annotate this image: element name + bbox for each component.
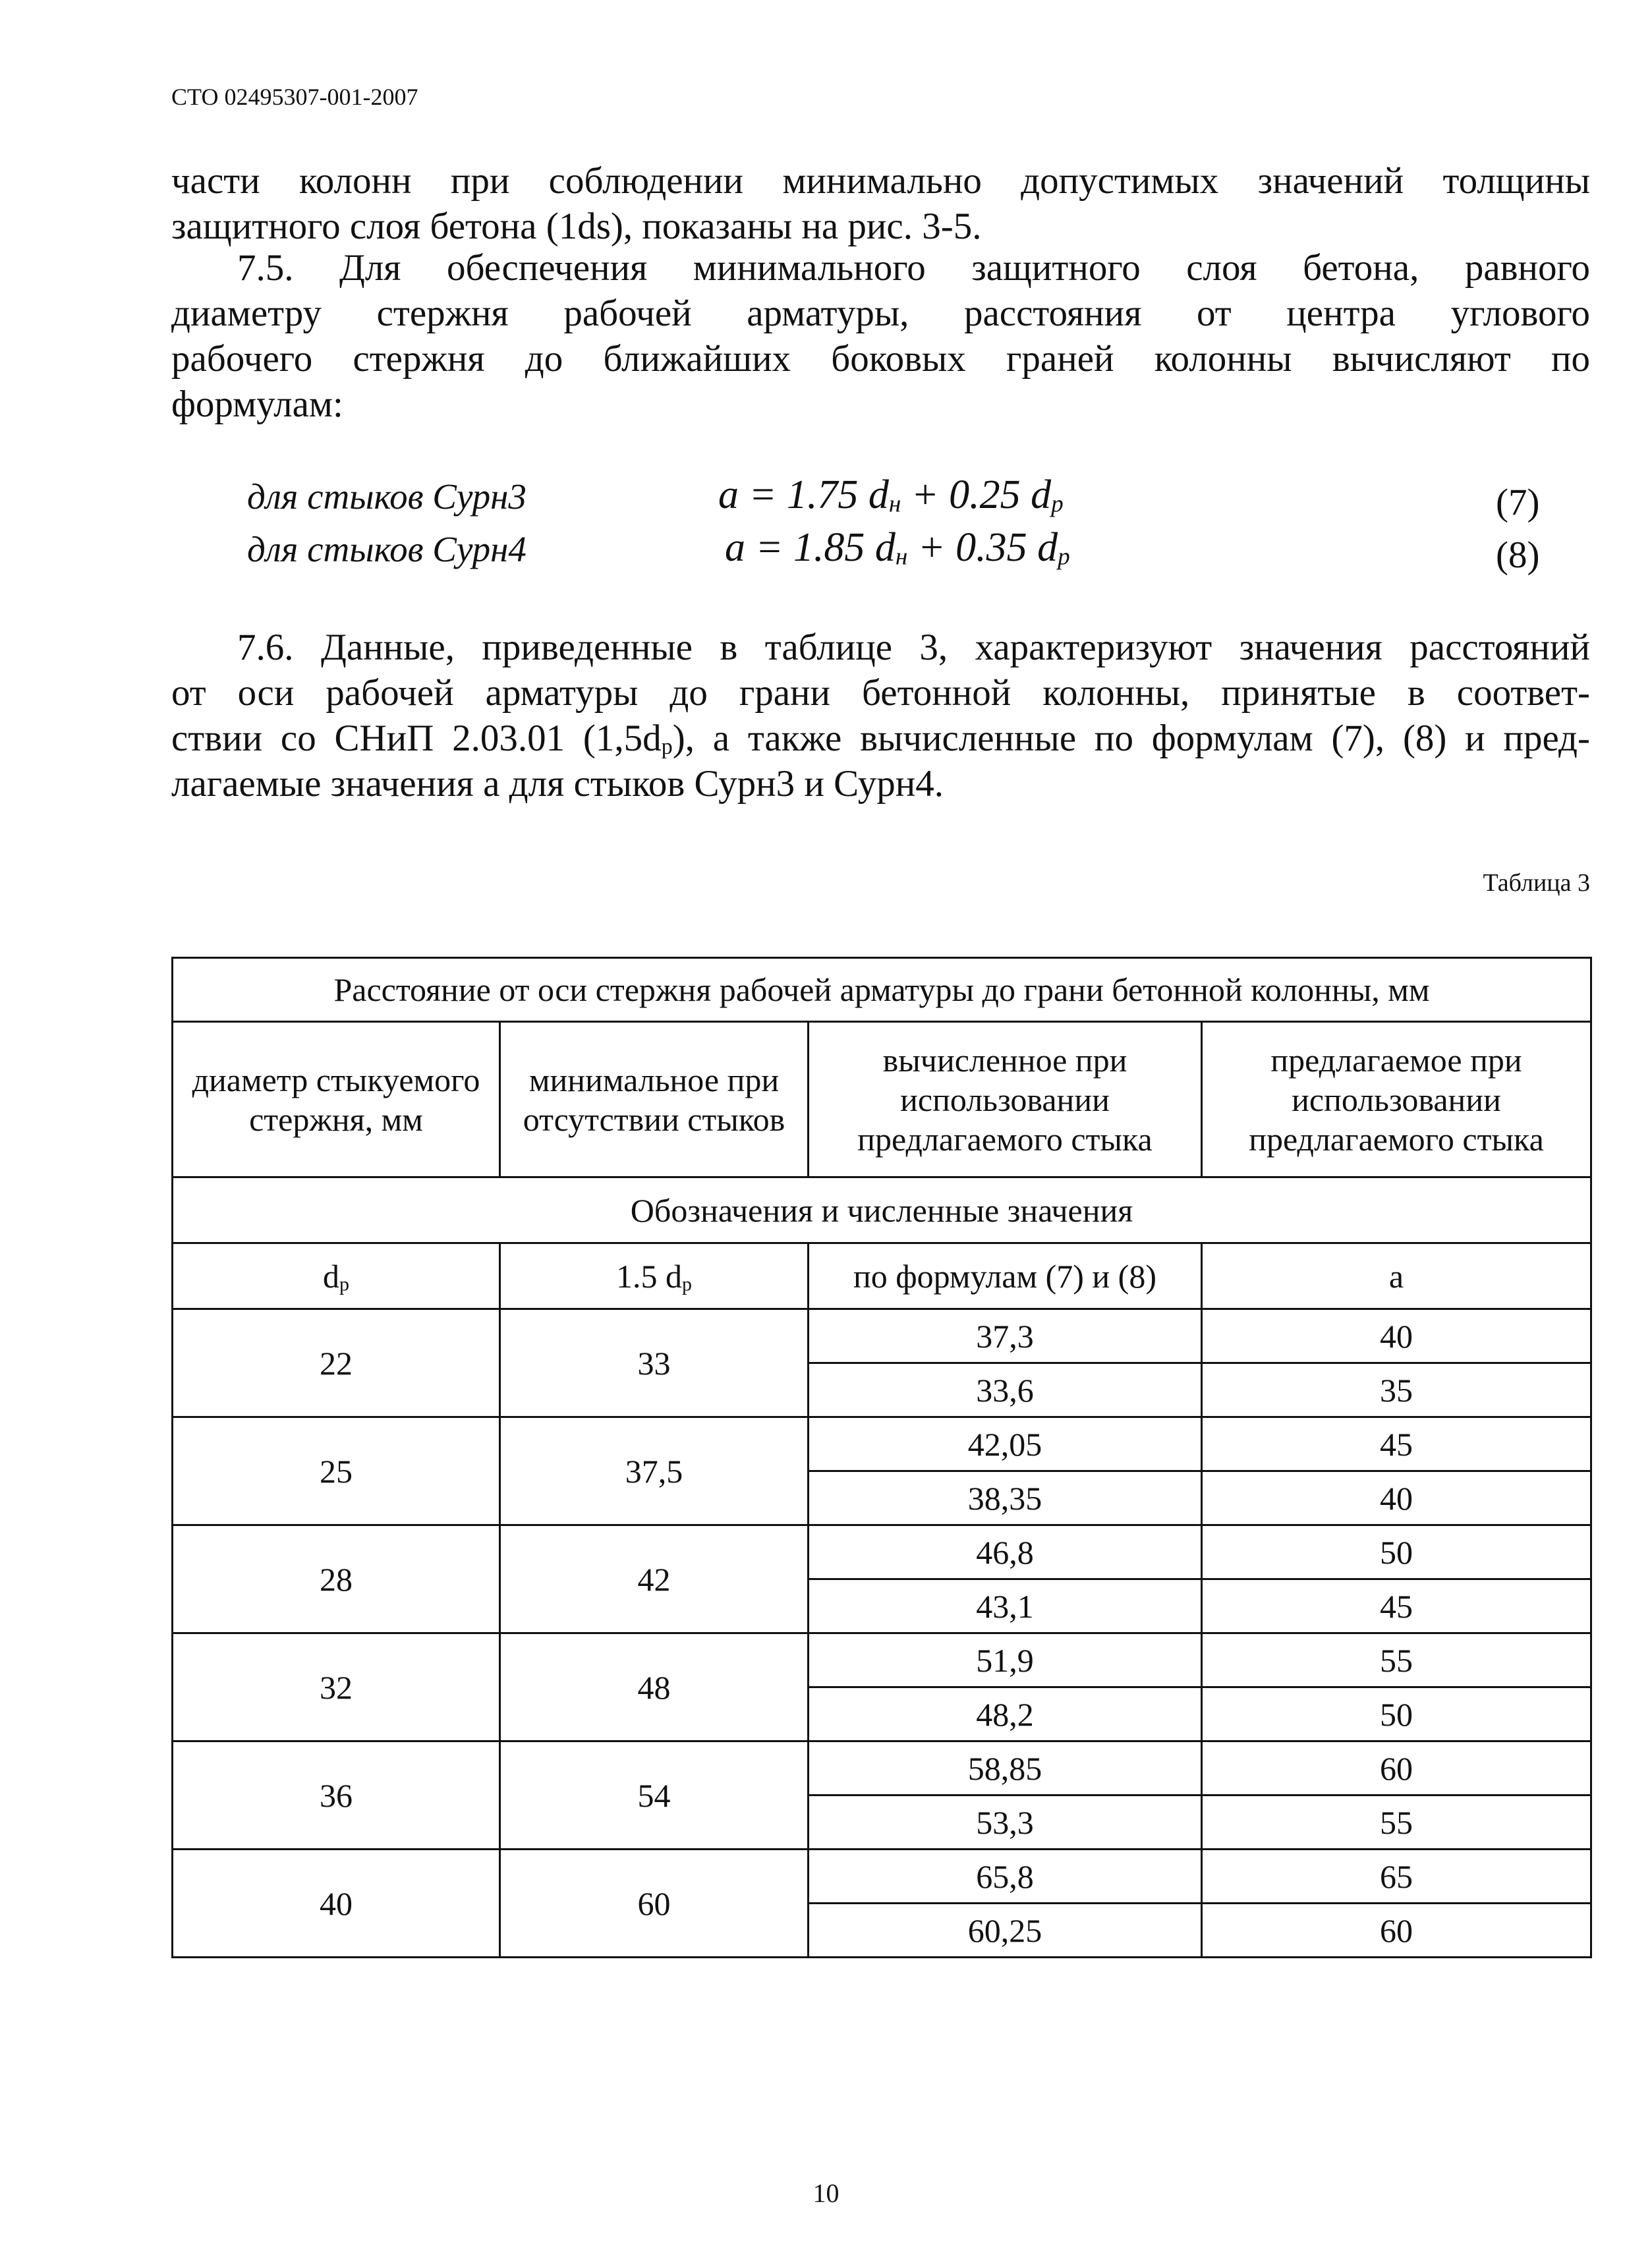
cell-calculated: 51,9: [809, 1633, 1202, 1687]
text-line: от оси рабочей арматуры до грани бетонной колонны, принятые в соответ-: [171, 672, 1590, 714]
symbol-a: а: [1202, 1243, 1591, 1309]
table-symbols-row: [173, 1243, 1591, 1309]
formula-8: [725, 524, 1070, 571]
cell-calculated: 60,25: [809, 1904, 1202, 1958]
table-row: [173, 1417, 1591, 1471]
table-subtitle: Обозначения и численные значения: [173, 1177, 1591, 1243]
cell-diameter: 40: [173, 1850, 500, 1958]
table-subtitle-row: [173, 1177, 1591, 1243]
cell-calculated: 33,6: [809, 1363, 1202, 1417]
table-header-row: [173, 1022, 1591, 1177]
formula-part: a = 1.85 d: [725, 525, 896, 570]
table-row: [173, 1309, 1591, 1363]
cell-diameter: 28: [173, 1525, 500, 1633]
formula-part: a = 1.75 d: [718, 472, 889, 517]
cell-calculated: 37,3: [809, 1309, 1202, 1363]
cell-minimal: 48: [500, 1633, 809, 1741]
table-caption: Таблица 3: [1483, 869, 1590, 897]
cell-proposed: 60: [1202, 1904, 1591, 1958]
header-proposed: предлагаемое при использовании предлагаемого стыка: [1202, 1022, 1591, 1177]
symbol-dp: [173, 1243, 500, 1309]
cell-minimal: 60: [500, 1850, 809, 1958]
formula-subscript: р: [1058, 543, 1070, 571]
header-calculated: вычисленное при использовании предлагаемого стыка: [809, 1022, 1202, 1177]
cell-proposed: 60: [1202, 1741, 1591, 1795]
cell-calculated: 48,2: [809, 1687, 1202, 1741]
formula-subscript: р: [1051, 490, 1064, 518]
text-line: [171, 716, 1590, 761]
page-number: 10: [812, 2178, 840, 2208]
symbol-1-5dp: [500, 1243, 809, 1309]
cell-proposed: 45: [1202, 1417, 1591, 1471]
cell-calculated: 53,3: [809, 1795, 1202, 1850]
symbol-text: 1.5 d: [616, 1257, 682, 1295]
text-line: диаметру стержня рабочей арматуры, расстояния от центра углового: [171, 293, 1590, 334]
symbol-subscript: р: [339, 1273, 349, 1295]
cell-calculated: 42,05: [809, 1417, 1202, 1471]
formula-part: + 0.25 d: [901, 472, 1052, 517]
table-row: [173, 1850, 1591, 1904]
symbol-subscript: р: [682, 1273, 692, 1295]
cell-diameter: 22: [173, 1309, 500, 1417]
text-part: ), а также вычисленные по формулам (7), (8) и пред-: [672, 718, 1590, 759]
table-row: [173, 1741, 1591, 1795]
text-line: формулам:: [171, 383, 343, 425]
table-title: Расстояние от оси стержня рабочей арматуры до грани бетонной колонны, мм: [173, 958, 1591, 1022]
text-line: защитного слоя бетона (1ds), показаны на рис. 3-5.: [171, 206, 982, 247]
paragraph-intro: [171, 158, 1590, 249]
text-line: 7.5. Для обеспечения минимального защитного слоя бетона, равного: [237, 247, 1590, 289]
cell-minimal: 33: [500, 1309, 809, 1417]
cell-diameter: 25: [173, 1417, 500, 1525]
cell-calculated: 38,35: [809, 1471, 1202, 1525]
document-code: СТО 02495307-001-2007: [171, 84, 418, 110]
cell-minimal: 42: [500, 1525, 809, 1633]
text-line: лагаемые значения а для стыков Сурн3 и Сурн4.: [171, 763, 944, 805]
cell-diameter: 32: [173, 1633, 500, 1741]
formula-subscript: н: [895, 543, 908, 571]
subscript: р: [661, 735, 673, 760]
table-title-row: [173, 958, 1591, 1022]
table-row: [173, 1525, 1591, 1579]
header-minimal: минимальное при отсутствии стыков: [500, 1022, 809, 1177]
symbol-text: d: [323, 1257, 339, 1295]
paragraph-7-5: [171, 245, 1590, 427]
cell-diameter: 36: [173, 1741, 500, 1850]
cell-proposed: 65: [1202, 1850, 1591, 1904]
formula-8-label: для стыков Сурн4: [247, 529, 527, 569]
distance-table: [171, 957, 1592, 1958]
cell-calculated: 46,8: [809, 1525, 1202, 1579]
cell-minimal: 54: [500, 1741, 809, 1850]
formula-7-label: для стыков Сурн3: [247, 476, 527, 517]
cell-proposed: 40: [1202, 1471, 1591, 1525]
paragraph-7-6: [171, 625, 1590, 806]
cell-proposed: 45: [1202, 1579, 1591, 1633]
text-part: ствии со СНиП 2.03.01 (1,5d: [171, 718, 662, 759]
cell-proposed: 40: [1202, 1309, 1591, 1363]
formula-subscript: н: [888, 490, 901, 518]
formula-part: + 0.35 d: [907, 525, 1058, 570]
text-line: 7.6. Данные, приведенные в таблице 3, характеризуют значения расстояний: [237, 627, 1590, 668]
formula-7-number: (7): [1496, 482, 1540, 523]
text-line: рабочего стержня до ближайших боковых граней колонны вычисляют по: [171, 338, 1590, 380]
cell-calculated: 43,1: [809, 1579, 1202, 1633]
cell-proposed: 50: [1202, 1525, 1591, 1579]
cell-proposed: 35: [1202, 1363, 1591, 1417]
text-line: части колонн при соблюдении минимально допустимых значений толщины: [171, 160, 1590, 202]
header-diameter: диаметр стыкуемого стержня, мм: [173, 1022, 500, 1177]
cell-proposed: 55: [1202, 1633, 1591, 1687]
formula-8-number: (8): [1496, 534, 1540, 576]
cell-calculated: 58,85: [809, 1741, 1202, 1795]
table-row: [173, 1633, 1591, 1687]
cell-proposed: 55: [1202, 1795, 1591, 1850]
cell-proposed: 50: [1202, 1687, 1591, 1741]
cell-calculated: 65,8: [809, 1850, 1202, 1904]
formula-7: [718, 472, 1064, 519]
symbol-formulas: по формулам (7) и (8): [809, 1243, 1202, 1309]
cell-minimal: 37,5: [500, 1417, 809, 1525]
